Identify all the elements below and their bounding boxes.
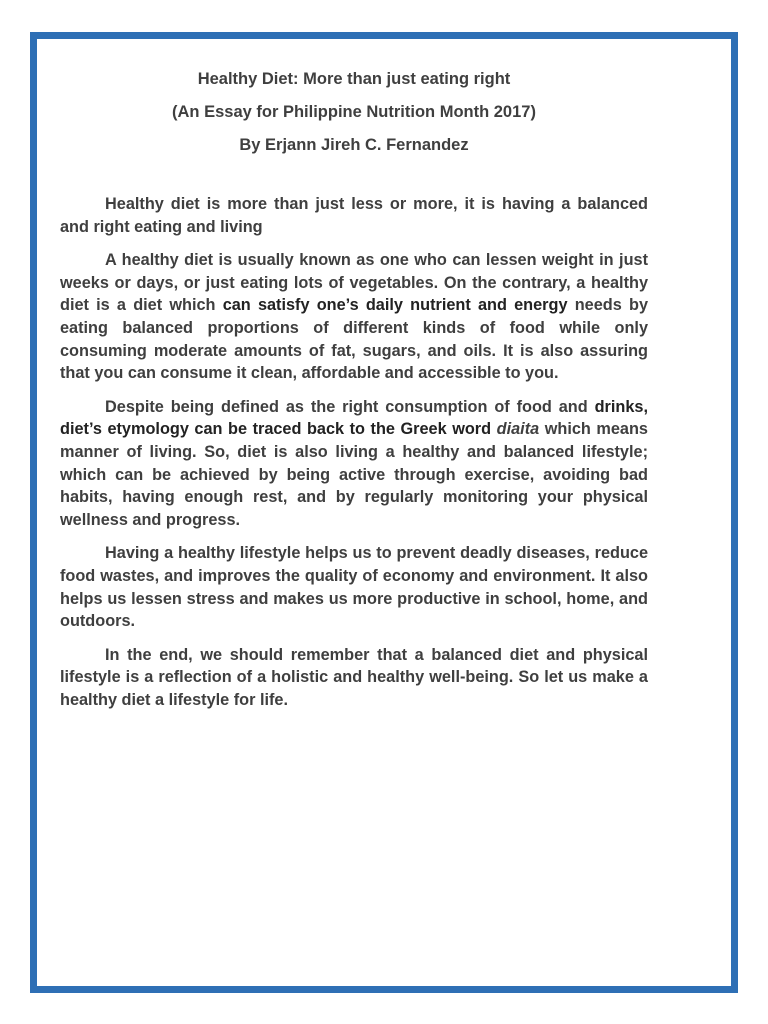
paragraph-2-text-end: needs by eating balanced proportions of different kinds of food while only consuming moderate amounts of fat, sugars, and oils. It is also assuring that you can consume it clean, affordable and accessible to you. bbox=[60, 296, 648, 383]
greek-word: diaita bbox=[496, 420, 540, 439]
paragraph-1 bbox=[60, 193, 648, 238]
essay-byline: By Erjann Jireh C. Fernandez bbox=[239, 136, 469, 154]
title-block bbox=[60, 63, 648, 162]
paragraph-2-text-start: A healthy diet is usually known as one who can lessen weight in just weeks or days, or just eating lots of vegetables. On the contrary, a healthy diet is a diet which bbox=[60, 251, 648, 315]
paragraph-3-text-end: which means manner of living. So, diet is also living a healthy and balanced lifestyle; which can be achieved by being active through exercise, avoiding bad habits, having enough rest, and by regularly monitoring your physical wellness and progress. bbox=[60, 420, 648, 529]
essay-subtitle: (An Essay for Philippine Nutrition Month 2017) bbox=[172, 103, 536, 121]
paragraph-2 bbox=[60, 249, 648, 385]
paragraph-2-emphasis: can satisfy one’s daily nutrient and energy bbox=[222, 296, 568, 315]
paragraph-3 bbox=[60, 396, 648, 532]
essay-text bbox=[60, 193, 648, 711]
paragraph-5 bbox=[60, 644, 648, 712]
essay-title: Healthy Diet: More than just eating right bbox=[197, 70, 511, 88]
paragraph-1-text: Healthy diet is more than just less or more, it is having a balanced and right eating and living bbox=[60, 195, 648, 236]
paragraph-4-text: Having a healthy lifestyle helps us to prevent deadly diseases, reduce food wastes, and improves the quality of economy and environment. It also helps us lessen stress and makes us more productive in school, home, and outdoors. bbox=[60, 544, 648, 631]
document-body bbox=[60, 63, 648, 722]
paragraph-3-emphasis: drinks, diet’s etymology can be traced back to the Greek word bbox=[60, 397, 648, 439]
paragraph-3-text-start: Despite being defined as the right consumption of food and bbox=[105, 397, 595, 416]
paragraph-5-text: In the end, we should remember that a balanced diet and physical lifestyle is a reflection of a holistic and healthy well-being. So let us make a healthy diet a lifestyle for life. bbox=[60, 645, 648, 709]
paragraph-4 bbox=[60, 542, 648, 632]
